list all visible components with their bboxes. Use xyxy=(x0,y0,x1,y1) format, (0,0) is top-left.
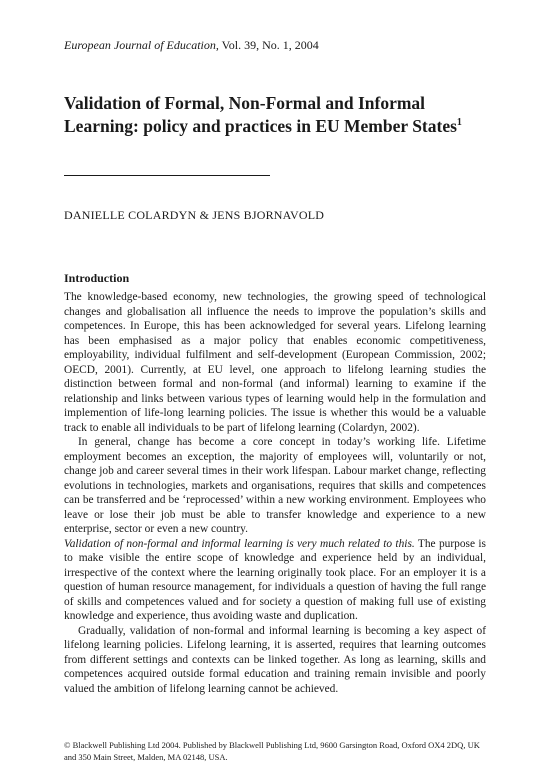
section-heading: Introduction xyxy=(64,271,130,285)
article-title-text: Validation of Formal, Non-Formal and Informal Learning: policy and practices in EU Member States xyxy=(64,93,457,136)
title-rule xyxy=(64,175,270,176)
paragraph-4: Gradually, validation of non-formal and informal learning is becoming a key aspect of lifelong learning policies. Lifelong learning, it is asserted, requires that learning outcomes from different settings and contexts can be linked together. As long as learning, skills and competences acquired outside formal education and training remain invisible and poorly valued the ambition of lifelong learning cannot be achieved. xyxy=(64,624,486,695)
paragraph-3-text: The purpose is to make visible the entire scope of knowledge and experience held by an individual, irrespective of the context where the learning originally took place. For an employer it is a question of human resource management, for individuals a question of having the full range of skills and competences valued and for society a question of making full use of existing knowledge and experience, thus avoiding waste and duplication. xyxy=(64,537,486,622)
title-footnote-mark[interactable]: 1 xyxy=(456,117,462,129)
journal-header xyxy=(64,38,319,53)
paragraph-1: The knowledge-based economy, new technologies, the growing speed of technological changes and globalisation all influence the needs to improve the population’s skills and competences. In Europe, this has been acknowledged for several years. Lifelong learning has been emphasised as a major policy that enables economic competitiveness, employability, individual fulfilment and self-development (European Commission, 2002; OECD, 2001). Currently, at EU level, one approach to lifelong learning studies the distinction between formal and non-formal (and informal) learning to examine if the relationship and links between various types of learning would help in the formulation and implemention of life-long learning policies. The issue is whether this would be a valuable track to enable all individuals to be part of lifelong learning (Colardyn, 2002). xyxy=(64,291,486,434)
paragraph-3 xyxy=(64,537,486,624)
journal-name: European Journal of Education, xyxy=(64,38,219,52)
journal-issue: Vol. 39, No. 1, 2004 xyxy=(218,38,319,52)
paragraph-2: In general, change has become a core concept in today’s working life. Lifetime employment becomes an exception, the majority of employees will, voluntarily or not, change job and career several times in their work lifespan. Labour market change, reflecting evolutions in technologies, markets and organisations, requires that skills and competences can be transferred and be ‘reprocessed’ within a new working environment. Employees who leave or lose their job must be able to transfer knowledge and experience to a new enterprise, sector or even a new country. xyxy=(64,436,486,535)
paragraph-3-emphasis: Validation of non-formal and informal learning is very much related to this. xyxy=(64,537,415,550)
copyright-footer: © Blackwell Publishing Ltd 2004. Published by Blackwell Publishing Ltd, 9600 Garsington Road, Oxford OX4 2DQ, UK and 350 Main Street, Malden, MA 02148, USA. xyxy=(64,740,480,762)
article-body xyxy=(64,290,486,696)
article-title xyxy=(64,92,484,138)
article-authors: DANIELLE COLARDYN & JENS BJORNAVOLD xyxy=(64,208,325,222)
